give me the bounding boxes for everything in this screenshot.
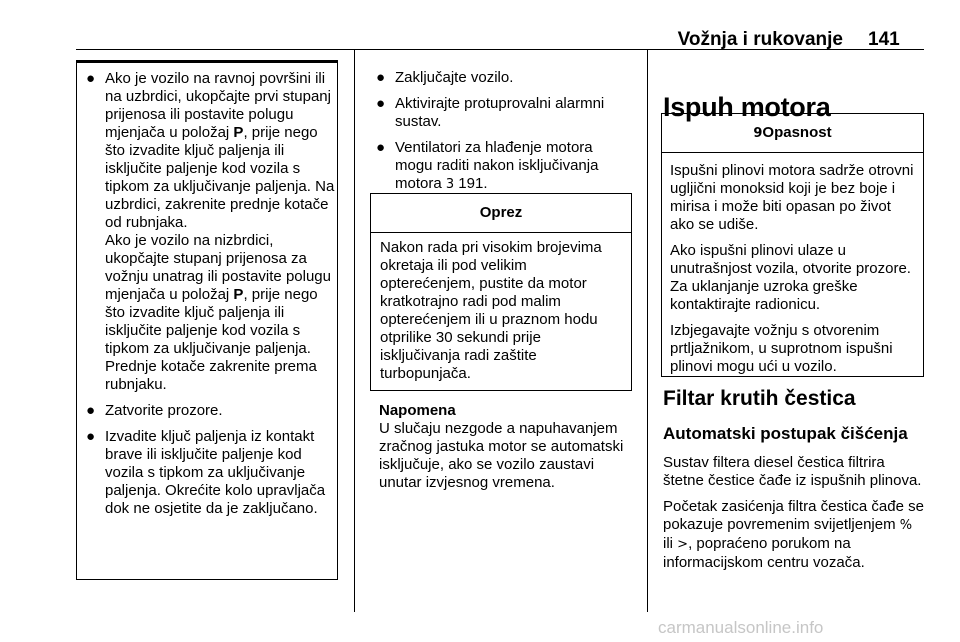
list-item [372, 95, 634, 131]
column-divider-1 [354, 50, 355, 612]
section-heading: Ispuh motora [663, 92, 831, 122]
note-text: U slučaju nezgode a napuhavanjem zračnog jastuka motor se automatski isključuje, ako se vozilo zaustavi unutar izvjesnog vremena. [379, 420, 624, 491]
item-text: Ako je vozilo na ravnoj površini ili na uzbrdici, ukopčajte prvi stupanj prijenosa ili postavite polugu mjenjača u položaj [105, 70, 331, 141]
item-text: Ako je vozilo na nizbrdici, ukopčajte stupanj prijenosa za vožnju unatrag ili postavite polugu mjenjača u položaj [105, 232, 331, 303]
danger-title: Opasnost [762, 124, 832, 141]
danger-paragraph: Izbjegavajte vožnju s otvorenim prtljažnikom, u suprotnom ispušni plinovi mogu ući u vozilo. [670, 322, 893, 375]
section-title: Vožnja i rukovanje [677, 29, 843, 50]
danger-title-bar [662, 114, 923, 153]
list-item [82, 402, 338, 420]
bullet-icon: ● [376, 69, 386, 86]
item-text: Početak zasićenja filtra čestica čađe se pokazuje povremenim svijetljenjem [663, 498, 924, 533]
paragraph [663, 498, 925, 572]
item-text: Aktivirajte protuprovalni alarmni sustav. [395, 95, 605, 130]
dpf-indicator-icon: % [899, 518, 913, 533]
dpf-warning-icon: > [677, 537, 689, 552]
danger-paragraph: Ispušni plinovi motora sadrže otrovni ugljični monoksid koji je bez boje i mirisa i može biti opasan po život ako se udiše. [670, 162, 914, 233]
column-2 [372, 69, 634, 202]
item-text: ili [663, 535, 678, 552]
column-divider-2 [647, 50, 648, 612]
list-item [372, 69, 634, 87]
column-1 [82, 70, 338, 526]
sub-subsection-heading: Automatski postupak čišćenja [663, 424, 908, 443]
gear-position: P [233, 124, 244, 141]
page-number: 141 [868, 29, 900, 50]
list-item [82, 428, 338, 518]
list-item [82, 70, 338, 394]
sub-paragraph [105, 232, 338, 394]
body-text [663, 454, 925, 580]
list-item [372, 139, 634, 194]
subsection-heading: Filtar krutih čestica [663, 387, 856, 410]
danger-box [661, 113, 924, 377]
item-text: , prije nego što izvadite ključ paljenja ili isključite paljenje kod vozila s tipkom za uključivanje paljenja. Prednje kotače zakrenite prema rubnjaku. [105, 286, 318, 393]
warning-triangle-icon: 9 [753, 126, 763, 141]
bullet-icon: ● [86, 428, 96, 445]
caution-text: Nakon rada pri visokim brojevima okretaja ili pod velikim opterećenjem, pustite da motor kratkotrajno radi pod malim opterećenjem ili u praznom hodu otprilike 30 sekundi prije isključivanja radi zaštite turbopunjača. [380, 239, 602, 382]
item-text: , prije nego što izvadite ključ paljenja ili isključite paljenje kod vozila s tipkom za uključivanje paljenja. Na uzbrdici, zakrenite prednje kotače od rubnjaka. [105, 124, 335, 231]
bullet-icon: ● [376, 139, 386, 156]
paragraph: Sustav filtera diesel čestica filtrira štetne čestice čađe iz ispušnih plinova. [663, 454, 922, 489]
header-rule [76, 49, 924, 50]
bullet-icon: ● [376, 95, 386, 112]
caution-box [370, 193, 632, 391]
item-text: Izvadite ključ paljenja iz kontakt brave ili isključite paljenje kod vozila s tipkom za uključivanje paljenja. Okrećite kolo upravljača dok ne osjetite da je zaključano. [105, 428, 326, 517]
item-text: Zatvorite prozore. [105, 402, 223, 419]
caution-title: Oprez [371, 194, 631, 233]
gear-position: P [233, 286, 244, 303]
page-reference-link[interactable]: 191. [454, 175, 488, 192]
danger-paragraph: Ako ispušni plinovi ulaze u unutrašnjost vozila, otvorite prozore. Za uklanjanje uzroka greške kontaktirajte radionicu. [670, 242, 911, 313]
bullet-list-1 [82, 70, 338, 518]
bullet-icon: ● [86, 402, 96, 419]
bullet-list-2 [372, 69, 634, 194]
page-reference-icon: 3 [445, 177, 455, 192]
item-text: Ventilatori za hlađenje motora mogu raditi nakon isključivanja motora [395, 139, 599, 192]
bullet-icon: ● [86, 70, 96, 87]
watermark: carmanualsonline.info [658, 618, 824, 637]
note-title: Napomena [379, 402, 456, 419]
note-block [379, 402, 639, 492]
item-text: Zaključajte vozilo. [395, 69, 514, 86]
item-text: , popraćeno porukom na informacijskom centru vozača. [663, 535, 865, 571]
